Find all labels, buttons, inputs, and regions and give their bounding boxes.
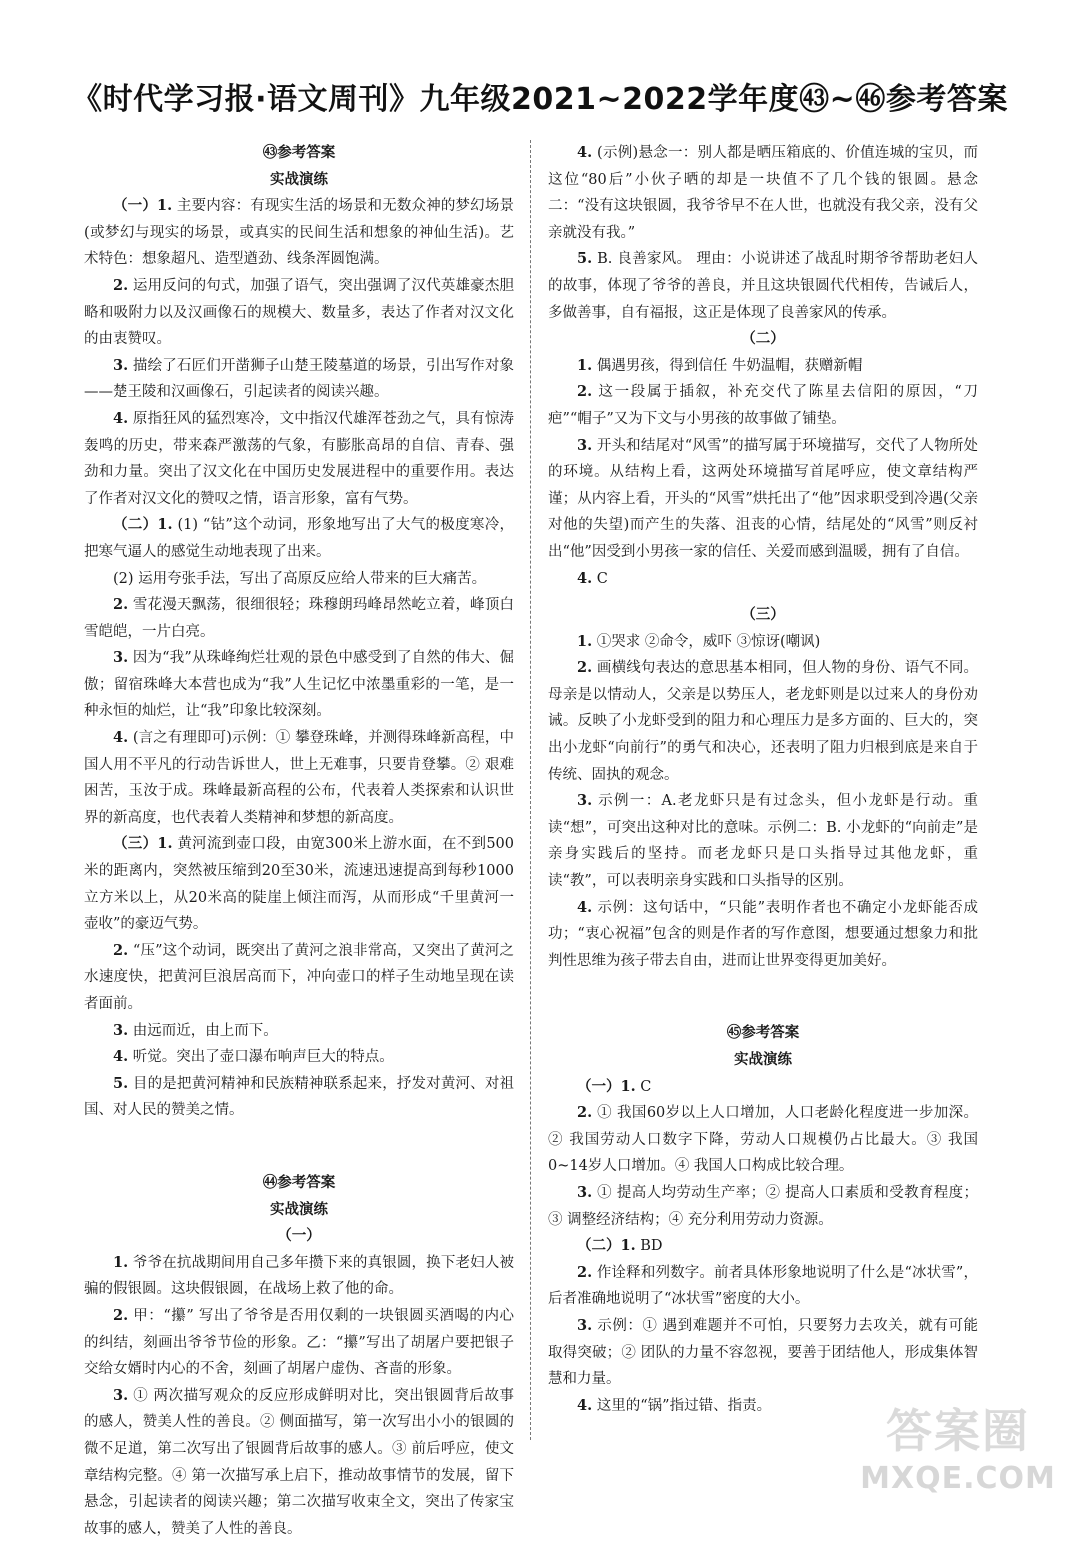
answer-text: 听觉。突出了壶口瀑布响声巨大的特点。 <box>128 1049 394 1066</box>
section-44-part-2: （二） <box>741 331 785 348</box>
answer-text: (示例)悬念一：别人都是晒压箱底的、价值连城的宝贝，而这位“80后”小伙子晒的却是一块值不了几个钱的银圆。悬念二：“没有这块银圆，我爷爷早不在人世，也就没有我父亲，没有父亲就没有我。” <box>548 145 978 241</box>
answer-text: 甲：“攥” 写出了爷爷是否用仅剩的一块银圆买酒喝的内心的纠结，刻画出爷爷节俭的形象。乙：“攥”写出了胡屠户要把银子交给女婿时内心的不舍，刻画了胡屠户虚伪、吝啬的形象。 <box>84 1307 514 1378</box>
right-column <box>548 140 978 1419</box>
answer-paragraph <box>84 273 514 353</box>
answer-paragraph <box>548 246 978 326</box>
answer-paragraph <box>84 406 514 512</box>
answer-number: 2. <box>113 941 129 959</box>
answer-number: 1. <box>577 356 593 374</box>
answer-text: “压”这个动词，既突出了黄河之浪非常高，又突出了黄河之水速度快，把黄河巨浪居高而下，冲向壶口的样子生动地呈现在读者面前。 <box>84 942 514 1012</box>
answer-number: 3. <box>113 1021 129 1039</box>
answer-number: 2. <box>113 1306 129 1324</box>
answer-paragraph <box>548 140 978 246</box>
watermark-logo <box>858 1395 1058 1515</box>
answer-text: C <box>635 1078 652 1095</box>
answer-paragraph <box>84 512 514 565</box>
answer-text: 偶遇男孩，得到信任 牛奶温帽，获赠新帽 <box>592 357 863 374</box>
answer-text: ①哭求 ②命令，威吓 ③惊讶(嘲讽) <box>592 633 821 650</box>
answer-number: 1. <box>577 632 593 650</box>
page-title: 《时代学习报·语文周刊》九年级2021~2022学年度㊸~㊻参考答案 <box>72 82 1008 117</box>
answer-number: （三）1. <box>113 835 173 853</box>
answer-paragraph <box>84 938 514 1018</box>
answer-text: (2) 运用夸张手法，写出了高原反应给人带来的巨大痛苦。 <box>113 570 487 587</box>
answer-number: 1. <box>113 1253 129 1271</box>
answer-paragraph <box>84 566 514 593</box>
answer-number: 3. <box>577 1316 593 1334</box>
answer-number: 2. <box>577 1263 593 1281</box>
answer-number: 5. <box>577 250 593 268</box>
answer-number: （二）1. <box>577 1237 636 1255</box>
section-45-heading: ㊺参考答案 <box>726 1025 800 1042</box>
answer-text: 描绘了石匠们开凿狮子山楚王陵墓道的场景，引出写作对象——楚王陵和汉画像石，引起读者的阅读兴趣。 <box>84 357 514 401</box>
answer-number: 2. <box>113 276 129 294</box>
answer-paragraph <box>548 433 978 566</box>
answer-paragraph <box>84 725 514 831</box>
answer-text: 目的是把黄河精神和民族精神联系起来，抒发对黄河、对祖国、对人民的赞美之情。 <box>84 1075 514 1119</box>
answer-number: 2. <box>577 1104 593 1122</box>
section-44-part-1: （一） <box>277 1228 321 1245</box>
answer-paragraph <box>84 353 514 406</box>
answer-text: 这里的“锅”指过错、指责。 <box>592 1397 772 1414</box>
answer-text: 雪花漫天飘荡，很细很轻；珠穆朗玛峰昂然屹立着，峰顶白雪皑皑，一片白亮。 <box>84 597 514 640</box>
answer-text: 示例：这句话中，“只能”表明作者也不确定小龙虾能否成功；“衷心祝福”包含的则是作者的写作意图，想要通过想象力和批判性思维为孩子带去自由，进而让世界变得更加美好。 <box>548 899 978 969</box>
answer-paragraph <box>84 1303 514 1383</box>
answer-paragraph <box>548 655 978 788</box>
answer-paragraph <box>84 193 514 273</box>
left-column <box>84 140 514 1542</box>
answer-text: 运用反问的句式，加强了语气，突出强调了汉代英雄豪杰胆略和吸附力以及汉画像石的规模大、数量多，表达了作者对汉文化的由衷赞叹。 <box>84 277 514 348</box>
answer-number: 4. <box>577 898 593 916</box>
answer-number: 2. <box>577 383 593 401</box>
answer-paragraph <box>548 1100 978 1180</box>
answer-paragraph <box>548 1233 978 1260</box>
answer-paragraph <box>548 353 978 380</box>
answer-paragraph <box>84 1044 514 1071</box>
answer-number: 3. <box>113 356 129 374</box>
section-43-subheading: 实战演练 <box>270 171 328 188</box>
section-44-subheading: 实战演练 <box>270 1201 328 1218</box>
answer-text: 因为“我”从珠峰绚烂壮观的景色中感受到了自然的伟大、倔傲；留宿珠峰大本营也成为“我”人生记忆中浓墨重彩的一笔，是一种永恒的灿烂，让“我”印象比较深刻。 <box>84 650 514 720</box>
answer-number: 3. <box>577 436 593 454</box>
answer-text: 黄河流到壶口段，由宽300米上游水面，在不到500米的距离内，突然被压缩到20至30米，流速迅速提高到每秒1000立方米以上，从20米高的陡崖上倾注而泻，从而形成“千里黄河一壶收”的豪迈气势。 <box>84 836 514 933</box>
answer-text: 由远而近，由上而下。 <box>128 1022 278 1039</box>
answer-text: B. 良善家风。 理由：小说讲述了战乱时期爷爷帮助老妇人的故事，体现了爷爷的善良，并且这块银圆代代相传，告诫后人，多做善事，自有福报，这正是体现了良善家风的传承。 <box>548 251 978 321</box>
answer-paragraph <box>548 566 978 593</box>
answer-number: 3. <box>577 792 593 810</box>
answer-paragraph <box>548 895 978 975</box>
answer-text: 作诠释和列数字。前者具体形象地说明了什么是“冰状雪”，后者准确地说明了“冰状雪”密度的大小。 <box>548 1264 978 1308</box>
answer-text: BD <box>635 1238 663 1255</box>
answer-text: (1) “钻”这个动词，形象地写出了大气的极度寒冷，把寒气逼人的感觉生动地表现了出来。 <box>84 517 514 560</box>
answer-paragraph <box>84 1250 514 1303</box>
answer-text: 示例：① 遇到难题并不可怕，只要努力去攻关，就有可能取得突破；② 团队的力量不容忽视，要善于团结他人，形成集体智慧和力量。 <box>548 1317 978 1388</box>
answer-paragraph <box>84 831 514 937</box>
answer-paragraph <box>548 629 978 656</box>
watermark-url: MXQE.COM <box>860 1461 1056 1496</box>
section-45-subheading: 实战演练 <box>734 1052 792 1068</box>
section-44-heading: ㊹参考答案 <box>262 1174 336 1191</box>
answer-paragraph <box>548 1074 978 1101</box>
answer-number: （一）1. <box>577 1077 636 1095</box>
answer-number: 2. <box>577 659 593 677</box>
answer-text: 开头和结尾对“风雪”的描写属于环境描写，交代了人物所处的环境。从结构上看，这两处环境描写首尾呼应，使文章结构严谨；从内容上看，开头的“风雪”烘托出了“他”因求职受到冷遇(父亲对他的失望)而产生的失落、沮丧的心情，结尾处的“风雪”则反衬出“他”因受到小男孩一家的信任、关爱而感到温暖，拥有了自信。 <box>548 437 978 560</box>
answer-paragraph <box>548 1260 978 1313</box>
answer-number: 2. <box>113 596 129 614</box>
answer-text: C <box>592 570 608 587</box>
answer-text: 画横线句表达的意思基本相同，但人物的身份、语气不同。母亲是以情动人，父亲是以势压人，老龙虾则是以过来人的身份劝诫。反映了小龙虾受到的阻力和心理压力是多方面的、巨大的，突出小龙虾“向前行”的勇气和决心，还表明了阻力归根到底是来自于传统、固执的观念。 <box>548 660 978 783</box>
answer-paragraph <box>548 788 978 894</box>
answer-number: 3. <box>577 1183 593 1201</box>
answer-paragraph <box>84 1071 514 1124</box>
answer-number: （二）1. <box>113 516 173 534</box>
answer-text: ① 我国60岁以上人口增加，人口老龄化程度进一步加深。② 我国劳动人口数字下降，劳动人口规模仍占比最大。③ 我国0~14岁人口增加。④ 我国人口构成比较合理。 <box>548 1105 978 1175</box>
answer-text: 爷爷在抗战期间用自己多年攒下来的真银圆，换下老妇人被骗的假银圆。这块假银圆，在战场上救了他的命。 <box>84 1254 514 1298</box>
answer-number: （一）1. <box>113 197 173 215</box>
answer-paragraph <box>84 1018 514 1045</box>
answer-number: 4. <box>113 729 129 747</box>
answer-paragraph <box>548 379 978 432</box>
answer-text: 原指狂风的猛烈寒冷，文中指汉代雄浑苍劲之气，具有惊涛轰鸣的历史，带来森严激荡的气象，有膨胀高昂的自信、青春、强劲和力量。突出了汉文化在中国历史发展进程中的重要作用。表达了作者对汉文化的赞叹之情，语言形象，富有气势。 <box>84 410 514 507</box>
answer-number: 4. <box>577 144 593 161</box>
answer-number: 4. <box>577 569 593 587</box>
answer-paragraph <box>548 1180 978 1233</box>
answer-text: ① 两次描写观众的反应形成鲜明对比，突出银圆背后故事的感人，赞美人性的善良。② 侧面描写，第一次写出小小的银圆的微不足道，第二次写出了银圆背后故事的感人。③ 前后呼应，使文章结构完整。④ 第一次描写承上启下，推动故事情节的发展，留下悬念，引起读者的阅读兴趣；第二次描写收束全文，突出了传家宝故事的感人，赞美了人性的善良。 <box>84 1387 514 1537</box>
answer-text: 主要内容：有现实生活的场景和无数众神的梦幻场景(或梦幻与现实的场景，或真实的民间生活和想象的神仙生活)。艺术特色：想象超凡、造型遒劲、线条浑圆饱满。 <box>84 198 515 268</box>
answer-paragraph <box>84 592 514 645</box>
answer-number: 4. <box>113 409 129 427</box>
answer-number: 4. <box>577 1396 593 1414</box>
answer-number: 5. <box>113 1074 129 1092</box>
answer-text: 这一段属于插叙，补充交代了陈星去信阳的原因，“刀疤”“帽子”又为下文与小男孩的故事做了铺垫。 <box>548 384 978 427</box>
answer-text: ① 提高人均劳动生产率；② 提高人口素质和受教育程度；③ 调整经济结构；④ 充分利用劳动力资源。 <box>548 1184 978 1228</box>
section-43-heading: ㊸参考答案 <box>262 145 336 161</box>
answer-number: 3. <box>113 649 129 667</box>
answer-paragraph-continued <box>84 1383 514 1542</box>
answer-paragraph <box>84 645 514 725</box>
answer-paragraph <box>548 1313 978 1393</box>
answer-number: 4. <box>113 1048 129 1066</box>
answer-number: 3. <box>113 1386 129 1404</box>
watermark-text: 答案圈 <box>886 1404 1030 1458</box>
column-divider <box>530 140 531 1440</box>
answer-text: 示例一：A.老龙虾只是有过念头，但小龙虾是行动。重读“想”，可突出这种对比的意味。示例二：B. 小龙虾的“向前走”是亲身实践后的坚持。而老龙虾只是口头指导过其他龙虾，重读“教”，可以表明亲身实践和口头指导的区别。 <box>548 793 978 890</box>
answer-text: (言之有理即可)示例：① 攀登珠峰，并测得珠峰新高程，中国人用不平凡的行动告诉世人，世上无难事，只要肯登攀。② 艰难困苦，玉汝于成。珠峰最新高程的公布，代表着人类探索和认识世界的新高度，也代表着人类精神和梦想的新高度。 <box>84 730 514 826</box>
section-44-part-3: （三） <box>741 607 785 624</box>
